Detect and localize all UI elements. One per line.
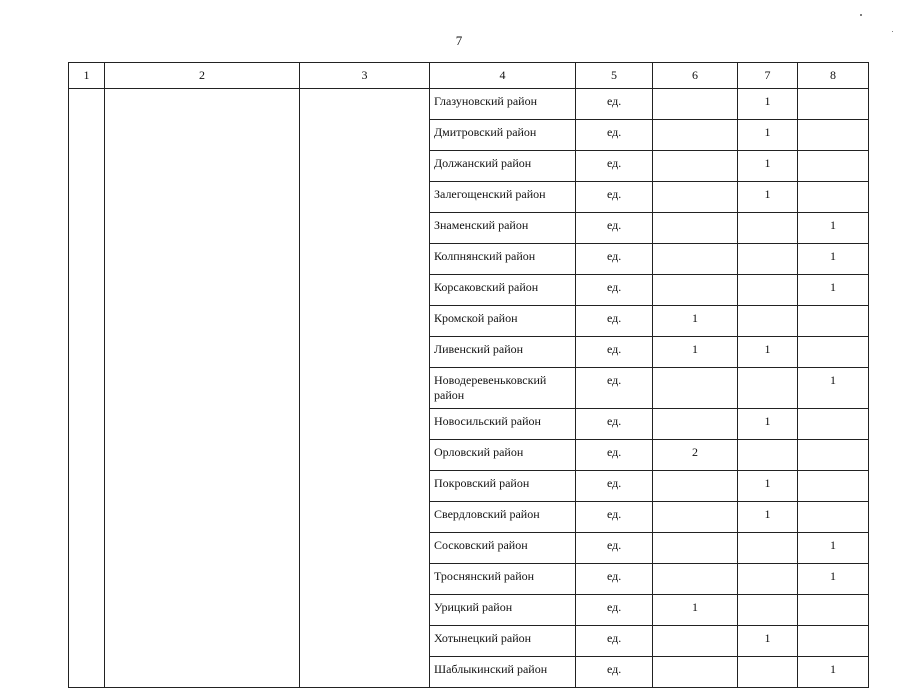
value-cell-col7 bbox=[738, 213, 798, 244]
unit-cell: ед. bbox=[576, 151, 653, 182]
value-cell-col7 bbox=[738, 368, 798, 409]
column-header: 4 bbox=[430, 63, 576, 89]
scan-speck bbox=[860, 14, 862, 16]
unit-cell: ед. bbox=[576, 368, 653, 409]
district-cell: Должанский район bbox=[430, 151, 576, 182]
district-cell: Дмитровский район bbox=[430, 120, 576, 151]
value-cell-col6 bbox=[653, 626, 738, 657]
unit-cell: ед. bbox=[576, 502, 653, 533]
district-table bbox=[68, 62, 869, 688]
value-cell-col6 bbox=[653, 151, 738, 182]
value-cell-col6 bbox=[653, 657, 738, 688]
value-cell-col8 bbox=[798, 89, 869, 120]
unit-cell: ед. bbox=[576, 275, 653, 306]
district-cell: Знаменский район bbox=[430, 213, 576, 244]
value-cell-col7: 1 bbox=[738, 182, 798, 213]
unit-cell: ед. bbox=[576, 244, 653, 275]
unit-cell: ед. bbox=[576, 657, 653, 688]
value-cell-col7 bbox=[738, 440, 798, 471]
value-cell-col7: 1 bbox=[738, 502, 798, 533]
value-cell-col6 bbox=[653, 213, 738, 244]
value-cell-col7: 1 bbox=[738, 409, 798, 440]
value-cell-col6 bbox=[653, 244, 738, 275]
column-header: 7 bbox=[738, 63, 798, 89]
value-cell-col8: 1 bbox=[798, 657, 869, 688]
value-cell-col6 bbox=[653, 409, 738, 440]
unit-cell: ед. bbox=[576, 440, 653, 471]
value-cell-col6: 1 bbox=[653, 595, 738, 626]
district-cell: Свердловский район bbox=[430, 502, 576, 533]
column-number-row bbox=[69, 63, 869, 89]
value-cell-col8: 1 bbox=[798, 533, 869, 564]
value-cell-col8 bbox=[798, 120, 869, 151]
district-cell: Покровский район bbox=[430, 471, 576, 502]
value-cell-col8: 1 bbox=[798, 564, 869, 595]
table-row bbox=[69, 89, 869, 120]
unit-cell: ед. bbox=[576, 533, 653, 564]
value-cell-col8: 1 bbox=[798, 368, 869, 409]
value-cell-col8: 1 bbox=[798, 275, 869, 306]
value-cell-col8 bbox=[798, 595, 869, 626]
value-cell-col8 bbox=[798, 502, 869, 533]
unit-cell: ед. bbox=[576, 471, 653, 502]
value-cell-col6 bbox=[653, 533, 738, 564]
district-cell: Шаблыкинский район bbox=[430, 657, 576, 688]
unit-cell: ед. bbox=[576, 564, 653, 595]
column-header: 5 bbox=[576, 63, 653, 89]
value-cell-col6 bbox=[653, 182, 738, 213]
value-cell-col6: 1 bbox=[653, 306, 738, 337]
value-cell-col8 bbox=[798, 337, 869, 368]
district-cell: Троснянский район bbox=[430, 564, 576, 595]
value-cell-col6: 2 bbox=[653, 440, 738, 471]
value-cell-col8 bbox=[798, 409, 869, 440]
value-cell-col7: 1 bbox=[738, 89, 798, 120]
value-cell-col6 bbox=[653, 89, 738, 120]
column-header: 3 bbox=[300, 63, 430, 89]
value-cell-col6 bbox=[653, 502, 738, 533]
value-cell-col8 bbox=[798, 471, 869, 502]
unit-cell: ед. bbox=[576, 182, 653, 213]
col-2-merged-cell bbox=[105, 89, 300, 688]
unit-cell: ед. bbox=[576, 409, 653, 440]
column-header: 2 bbox=[105, 63, 300, 89]
unit-cell: ед. bbox=[576, 120, 653, 151]
value-cell-col8: 1 bbox=[798, 244, 869, 275]
unit-cell: ед. bbox=[576, 89, 653, 120]
value-cell-col7: 1 bbox=[738, 626, 798, 657]
district-cell: Новодеревеньковский район bbox=[430, 368, 576, 409]
value-cell-col7: 1 bbox=[738, 337, 798, 368]
value-cell-col7: 1 bbox=[738, 471, 798, 502]
district-cell: Орловский район bbox=[430, 440, 576, 471]
value-cell-col7 bbox=[738, 306, 798, 337]
district-cell: Корсаковский район bbox=[430, 275, 576, 306]
district-cell: Ливенский район bbox=[430, 337, 576, 368]
value-cell-col7: 1 bbox=[738, 151, 798, 182]
unit-cell: ед. bbox=[576, 626, 653, 657]
value-cell-col6: 1 bbox=[653, 337, 738, 368]
value-cell-col6 bbox=[653, 564, 738, 595]
value-cell-col7: 1 bbox=[738, 120, 798, 151]
value-cell-col7 bbox=[738, 657, 798, 688]
district-cell: Глазуновский район bbox=[430, 89, 576, 120]
value-cell-col8 bbox=[798, 182, 869, 213]
value-cell-col7 bbox=[738, 595, 798, 626]
district-cell: Колпнянский район bbox=[430, 244, 576, 275]
value-cell-col6 bbox=[653, 368, 738, 409]
value-cell-col7 bbox=[738, 564, 798, 595]
value-cell-col8 bbox=[798, 306, 869, 337]
column-header: 1 bbox=[69, 63, 105, 89]
unit-cell: ед. bbox=[576, 306, 653, 337]
column-header: 6 bbox=[653, 63, 738, 89]
value-cell-col6 bbox=[653, 120, 738, 151]
district-cell: Сосковский район bbox=[430, 533, 576, 564]
column-header: 8 bbox=[798, 63, 869, 89]
value-cell-col7 bbox=[738, 244, 798, 275]
district-cell: Урицкий район bbox=[430, 595, 576, 626]
value-cell-col7 bbox=[738, 275, 798, 306]
district-cell: Залегощенский район bbox=[430, 182, 576, 213]
district-cell: Хотынецкий район bbox=[430, 626, 576, 657]
district-cell: Новосильский район bbox=[430, 409, 576, 440]
value-cell-col8: 1 bbox=[798, 213, 869, 244]
value-cell-col8 bbox=[798, 151, 869, 182]
value-cell-col7 bbox=[738, 533, 798, 564]
col-1-merged-cell bbox=[69, 89, 105, 688]
col-3-merged-cell bbox=[300, 89, 430, 688]
unit-cell: ед. bbox=[576, 213, 653, 244]
value-cell-col6 bbox=[653, 275, 738, 306]
page-number: 7 bbox=[455, 33, 463, 48]
value-cell-col8 bbox=[798, 440, 869, 471]
value-cell-col6 bbox=[653, 471, 738, 502]
scan-speck bbox=[892, 31, 893, 32]
district-cell: Кромской район bbox=[430, 306, 576, 337]
unit-cell: ед. bbox=[576, 595, 653, 626]
value-cell-col8 bbox=[798, 626, 869, 657]
unit-cell: ед. bbox=[576, 337, 653, 368]
